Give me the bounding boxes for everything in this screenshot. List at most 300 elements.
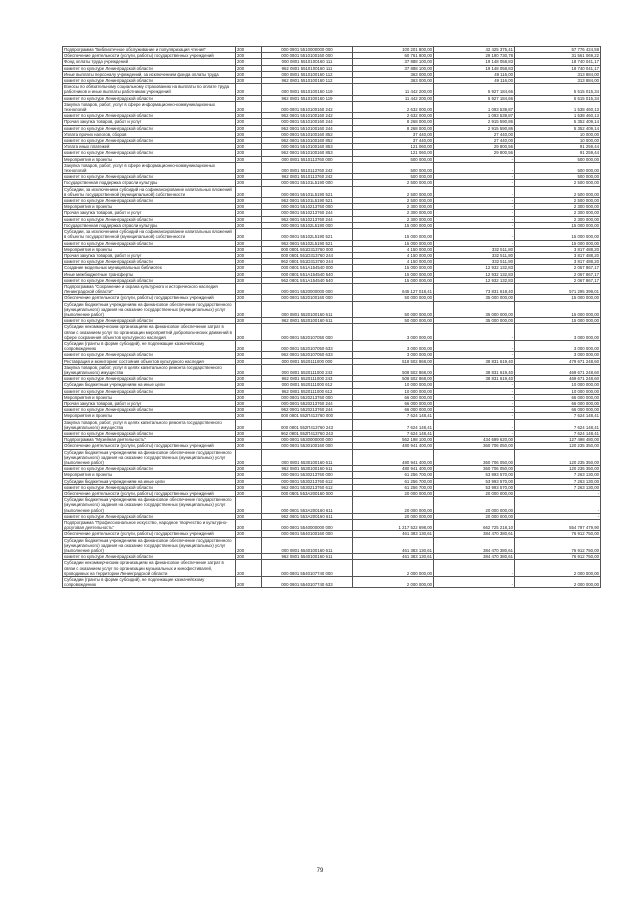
- line-code-cell: 200: [236, 162, 262, 173]
- unexecuted-amount-cell: 3 000 000,00: [515, 340, 601, 351]
- executed-amount-cell: 38 831 619,40: [434, 358, 515, 364]
- budget-code-cell: 962 0801 5510100160 852: [262, 138, 353, 144]
- line-code-cell: 200: [236, 376, 262, 382]
- row-name-cell: комитет по культуре Ленинградской области: [63, 466, 236, 472]
- row-name-cell: комитет по культуре Ленинградской области: [63, 125, 236, 131]
- unexecuted-amount-cell: 7 263 130,00: [515, 484, 601, 490]
- unexecuted-amount-cell: 469 671 248,60: [515, 376, 601, 382]
- row-name-cell: Подпрограмма "Музейная деятельность": [63, 437, 236, 443]
- line-code-cell: 200: [236, 47, 262, 53]
- budget-code-cell: 000 0801 5520213760 244: [262, 400, 353, 406]
- approved-amount-cell: 8 268 000,00: [353, 119, 434, 125]
- approved-amount-cell: 461 383 130,61: [353, 537, 434, 554]
- budget-code-cell: 000 0801 55102L5190 000: [262, 222, 353, 228]
- unexecuted-amount-cell: 3 817 488,20: [515, 259, 601, 265]
- budget-code-cell: 962 0801 5530213760 612: [262, 484, 353, 490]
- budget-code-cell: 000 0801 5510100160 244: [262, 119, 353, 125]
- row-name-cell: комитет по культуре Ленинградской области: [63, 138, 236, 144]
- executed-amount-cell: 2 915 590,86: [434, 125, 515, 131]
- budget-code-cell: 000 0801 5530100160 000: [262, 443, 353, 449]
- table-row: [63, 162, 601, 173]
- budget-code-cell: 000 0801 5510100160 000: [262, 53, 353, 59]
- budget-code-cell: 000 0801 5520100160 611: [262, 301, 353, 318]
- budget-code-cell: 962 0801 5510100160 853: [262, 150, 353, 156]
- row-name-cell: комитет по культуре Ленинградской области: [63, 554, 236, 560]
- executed-amount-cell: 360 706 050,00: [434, 443, 515, 449]
- approved-amount-cell: 10 000 000,00: [353, 382, 434, 388]
- budget-code-cell: 962 0801 5540100160 611: [262, 554, 353, 560]
- approved-amount-cell: 562 198 100,00: [353, 437, 434, 443]
- unexecuted-amount-cell: 3 000 000,00: [515, 352, 601, 358]
- budget-code-cell: 000 0801 5520107050 000: [262, 324, 353, 341]
- approved-amount-cell: 461 383 130,61: [353, 554, 434, 560]
- unexecuted-amount-cell: 15 000 000,00: [515, 301, 601, 318]
- executed-amount-cell: 38 831 619,40: [434, 376, 515, 382]
- approved-amount-cell: 2 632 000,00: [353, 113, 434, 119]
- row-name-cell: Субсидии, за исключением субсидий на софинансирование капитальных вложений в объекты государственной (муниципальной) собственности: [63, 229, 236, 240]
- unexecuted-amount-cell: 2 067 867,17: [515, 265, 601, 271]
- executed-amount-cell: 35 000 000,00: [434, 301, 515, 318]
- line-code-cell: 200: [236, 520, 262, 531]
- executed-amount-cell: -: [434, 394, 515, 400]
- line-code-cell: 200: [236, 259, 262, 265]
- row-name-cell: комитет по культуре Ленинградской области: [63, 352, 236, 358]
- row-name-cell: комитет по культуре Ленинградской области: [63, 150, 236, 156]
- executed-amount-cell: -: [434, 186, 515, 197]
- executed-amount-cell: 27 440,00: [434, 138, 515, 144]
- approved-amount-cell: 2 632 000,00: [353, 101, 434, 112]
- executed-amount-cell: 384 470 380,61: [434, 554, 515, 560]
- approved-amount-cell: 121 060,00: [353, 144, 434, 150]
- line-code-cell: 200: [236, 210, 262, 216]
- row-name-cell: комитет по культуре Ленинградской области: [63, 95, 236, 101]
- approved-amount-cell: 3 000 000,00: [353, 352, 434, 358]
- row-name-cell: Закупка товаров, работ, услуг в сфере информационно-коммуникационных технологий: [63, 162, 236, 173]
- unexecuted-amount-cell: 7 263 130,00: [515, 478, 601, 484]
- line-code-cell: 200: [236, 131, 262, 137]
- unexecuted-amount-cell: 120 235 350,00: [515, 449, 601, 466]
- budget-code-cell: 000 0801 5530000000 000: [262, 437, 353, 443]
- row-name-cell: Подпрограмма "Сохранение и охрана культурного и исторического наследия Ленинградской области": [63, 283, 236, 294]
- approved-amount-cell: 10 000 000,00: [353, 388, 434, 394]
- executed-amount-cell: -: [434, 431, 515, 437]
- table-row: [63, 497, 601, 514]
- executed-amount-cell: 332 511,80: [434, 252, 515, 258]
- executed-amount-cell: -: [434, 222, 515, 228]
- budget-code-cell: 000 0801 5510100160 111: [262, 59, 353, 65]
- executed-amount-cell: 73 831 618,40: [434, 283, 515, 294]
- executed-amount-cell: 1 093 539,87: [434, 101, 515, 112]
- approved-amount-cell: 500 000,00: [353, 174, 434, 180]
- approved-amount-cell: 100 201 800,00: [353, 47, 434, 53]
- executed-amount-cell: -: [434, 400, 515, 406]
- row-name-cell: комитет по культуре Ленинградской области: [63, 277, 236, 283]
- line-code-cell: 200: [236, 216, 262, 222]
- line-code-cell: 200: [236, 382, 262, 388]
- row-name-cell: Субсидии некоммерческим организациям на финансовое обеспечение затрат в связи с оказанием услуг по организации мероприятий добровольческих движений в сфере сохранения объектов культурного наследия: [63, 324, 236, 341]
- line-code-cell: 200: [236, 138, 262, 144]
- row-name-cell: Уплата прочих налогов, сборов: [63, 131, 236, 137]
- budget-code-cell: 962 0801 5510100160 119: [262, 95, 353, 101]
- budget-code-cell: 000 0801 552П413760 243: [262, 419, 353, 430]
- budget-code-cell: 962 0801 55102L5190 521: [262, 240, 353, 246]
- line-code-cell: 200: [236, 407, 262, 413]
- budget-code-cell: 000 0801 5510113760 242: [262, 162, 353, 173]
- row-name-cell: комитет по культуре Ленинградской области: [63, 431, 236, 437]
- approved-amount-cell: 7 624 148,41: [353, 419, 434, 430]
- budget-code-cell: 000 0801 5510213760 000: [262, 204, 353, 210]
- executed-amount-cell: 20 000 000,00: [434, 513, 515, 519]
- unexecuted-amount-cell: 7 624 148,41: [515, 431, 601, 437]
- budget-code-cell: 000 0801 55101L5190 000: [262, 180, 353, 186]
- executed-amount-cell: 53 993 570,00: [434, 472, 515, 478]
- unexecuted-amount-cell: 91 259,44: [515, 150, 601, 156]
- row-name-cell: комитет по культуре Ленинградской области: [63, 216, 236, 222]
- unexecuted-amount-cell: 479 671 248,60: [515, 358, 601, 364]
- approved-amount-cell: 461 383 130,61: [353, 531, 434, 537]
- table-row: [63, 577, 601, 588]
- line-code-cell: 200: [236, 301, 262, 318]
- line-code-cell: 200: [236, 388, 262, 394]
- budget-code-cell: 962 0801 5520111000 243: [262, 376, 353, 382]
- executed-amount-cell: 384 470 380,61: [434, 531, 515, 537]
- row-name-cell: Иные выплаты персоналу учреждений, за исключением фонда оплаты труда: [63, 71, 236, 77]
- executed-amount-cell: -: [434, 198, 515, 204]
- unexecuted-amount-cell: 554 797 479,90: [515, 520, 601, 531]
- approved-amount-cell: 518 502 868,00: [353, 358, 434, 364]
- budget-code-cell: 962 0801 5520111000 612: [262, 388, 353, 394]
- budget-code-cell: 000 0801 5530100160 611: [262, 449, 353, 466]
- approved-amount-cell: 7 624 148,41: [353, 413, 434, 419]
- unexecuted-amount-cell: 2 300 000,00: [515, 210, 601, 216]
- line-code-cell: 200: [236, 246, 262, 252]
- executed-amount-cell: -: [434, 340, 515, 351]
- table-row: [63, 364, 601, 375]
- budget-code-cell: 000 0801 5520111000 612: [262, 382, 353, 388]
- table-row: [63, 520, 601, 531]
- line-code-cell: 200: [236, 554, 262, 560]
- row-name-cell: Подпрограмма "Профессиональное искусство, народное творчество и культурно-досуговая деятельность": [63, 520, 236, 531]
- line-code-cell: 200: [236, 283, 262, 294]
- row-name-cell: Субсидии бюджетным учреждениям на финансовое обеспечение государственного (муниципального) задания на оказание государственных (муниципальных) услуг (выполнение работ): [63, 301, 236, 318]
- approved-amount-cell: 37 440,00: [353, 131, 434, 137]
- line-code-cell: 200: [236, 340, 262, 351]
- executed-amount-cell: 49 116,00: [434, 78, 515, 84]
- executed-amount-cell: 12 932 132,83: [434, 265, 515, 271]
- row-name-cell: Мероприятия и проекты: [63, 246, 236, 252]
- approved-amount-cell: 66 000 000,00: [353, 400, 434, 406]
- unexecuted-amount-cell: 2 300 000,00: [515, 204, 601, 210]
- approved-amount-cell: 61 256 700,00: [353, 478, 434, 484]
- budget-code-cell: 000 0801 5520111000 243: [262, 364, 353, 375]
- row-name-cell: Создание модельных муниципальных библиотек: [63, 265, 236, 271]
- line-code-cell: 200: [236, 358, 262, 364]
- line-code-cell: 200: [236, 222, 262, 228]
- unexecuted-amount-cell: 76 912 750,00: [515, 531, 601, 537]
- row-name-cell: Взносы по обязательному социальному страхованию на выплаты по оплате труда работников и иные выплаты работникам учреждений: [63, 84, 236, 95]
- executed-amount-cell: 360 706 050,00: [434, 449, 515, 466]
- line-code-cell: 200: [236, 531, 262, 537]
- budget-code-cell: 000 0801 55102L5190 521: [262, 229, 353, 240]
- budget-code-cell: 962 0801 551D313760 244: [262, 259, 353, 265]
- unexecuted-amount-cell: 10 000,00: [515, 131, 601, 137]
- line-code-cell: 200: [236, 295, 262, 301]
- unexecuted-amount-cell: 5 515 015,34: [515, 95, 601, 101]
- line-code-cell: 200: [236, 400, 262, 406]
- approved-amount-cell: 15 000 000,00: [353, 240, 434, 246]
- budget-code-cell: 000 0801 552П413760 000: [262, 413, 353, 419]
- budget-code-cell: 000 0801 553A200160 611: [262, 497, 353, 514]
- line-code-cell: 200: [236, 484, 262, 490]
- approved-amount-cell: 20 000 000,00: [353, 491, 434, 497]
- unexecuted-amount-cell: 18 740 041,17: [515, 65, 601, 71]
- approved-amount-cell: 7 624 148,41: [353, 431, 434, 437]
- table-row: [63, 560, 601, 577]
- executed-amount-cell: 35 000 000,00: [434, 295, 515, 301]
- executed-amount-cell: 360 706 050,00: [434, 466, 515, 472]
- approved-amount-cell: 4 150 000,00: [353, 246, 434, 252]
- line-code-cell: 200: [236, 252, 262, 258]
- executed-amount-cell: -: [434, 240, 515, 246]
- row-name-cell: комитет по культуре Ленинградской области: [63, 318, 236, 324]
- row-name-cell: Фонд оплаты труда учреждений: [63, 59, 236, 65]
- line-code-cell: 200: [236, 318, 262, 324]
- approved-amount-cell: 363 000,00: [353, 71, 434, 77]
- budget-code-cell: 000 0801 5510213760 244: [262, 210, 353, 216]
- row-name-cell: комитет по культуре Ленинградской области: [63, 376, 236, 382]
- row-name-cell: Обеспечение деятельности (услуги, работы) государственных учреждений: [63, 53, 236, 59]
- unexecuted-amount-cell: 120 235 350,00: [515, 466, 601, 472]
- approved-amount-cell: 2 500 000,00: [353, 198, 434, 204]
- row-name-cell: Прочая закупка товаров, работ и услуг: [63, 252, 236, 258]
- approved-amount-cell: 500 000,00: [353, 156, 434, 162]
- executed-amount-cell: 2 915 590,86: [434, 119, 515, 125]
- approved-amount-cell: 60 761 800,00: [353, 53, 434, 59]
- table-row: [63, 340, 601, 351]
- executed-amount-cell: -: [434, 413, 515, 419]
- unexecuted-amount-cell: 3 817 488,20: [515, 246, 601, 252]
- row-name-cell: Прочая закупка товаров, работ и услуг: [63, 119, 236, 125]
- executed-amount-cell: -: [434, 382, 515, 388]
- approved-amount-cell: 15 000 000,00: [353, 265, 434, 271]
- approved-amount-cell: 61 256 700,00: [353, 472, 434, 478]
- budget-code-cell: 962 0801 5510113760 242: [262, 174, 353, 180]
- executed-amount-cell: 5 927 184,66: [434, 95, 515, 101]
- unexecuted-amount-cell: 18 740 041,17: [515, 59, 601, 65]
- unexecuted-amount-cell: 10 000,00: [515, 138, 601, 144]
- row-name-cell: Государственная поддержка отрасли культуры: [63, 222, 236, 228]
- page-number: 79: [316, 868, 324, 874]
- unexecuted-amount-cell: 7 263 130,00: [515, 472, 601, 478]
- table-row: [63, 449, 601, 466]
- approved-amount-cell: 2 300 000,00: [353, 216, 434, 222]
- line-code-cell: 200: [236, 71, 262, 77]
- budget-code-cell: 000 0801 5540100160 611: [262, 537, 353, 554]
- row-name-cell: Субсидии бюджетным учреждениям на финансовое обеспечение государственного (муниципального) задания на оказание государственных (муниципальных) услуг (выполнение работ): [63, 537, 236, 554]
- budget-code-cell: 000 0801 55101L5190 521: [262, 186, 353, 197]
- row-name-cell: комитет по культуре Ленинградской области: [63, 259, 236, 265]
- row-name-cell: Закупка товаров, работ, услуг в целях капитального ремонта государственного (муниципального) имущества: [63, 364, 236, 375]
- budget-code-cell: 000 0801 551A154540 540: [262, 271, 353, 277]
- line-code-cell: 200: [236, 394, 262, 400]
- unexecuted-amount-cell: 3 000 000,00: [515, 324, 601, 341]
- row-name-cell: Обеспечение деятельности (услуги, работы) государственных учреждений: [63, 531, 236, 537]
- unexecuted-amount-cell: 66 000 000,00: [515, 394, 601, 400]
- budget-code-cell: 000 0801 5530213760 000: [262, 472, 353, 478]
- line-code-cell: 200: [236, 150, 262, 156]
- unexecuted-amount-cell: 31 561 069,22: [515, 53, 601, 59]
- budget-code-cell: 962 0801 5510100160 244: [262, 125, 353, 131]
- unexecuted-amount-cell: 2 067 867,17: [515, 271, 601, 277]
- approved-amount-cell: 15 000 000,00: [353, 271, 434, 277]
- approved-amount-cell: 500 000,00: [353, 162, 434, 173]
- unexecuted-amount-cell: 15 000 000,00: [515, 229, 601, 240]
- line-code-cell: 200: [236, 497, 262, 514]
- unexecuted-amount-cell: 500 000,00: [515, 162, 601, 173]
- budget-code-cell: 962 0801 551A154540 540: [262, 277, 353, 283]
- executed-amount-cell: -: [434, 210, 515, 216]
- unexecuted-amount-cell: -: [515, 491, 601, 497]
- unexecuted-amount-cell: 1 538 460,13: [515, 101, 601, 112]
- line-code-cell: 200: [236, 472, 262, 478]
- budget-code-cell: 000 0801 5520100160 000: [262, 295, 353, 301]
- executed-amount-cell: 53 993 570,00: [434, 484, 515, 490]
- executed-amount-cell: -: [434, 324, 515, 341]
- unexecuted-amount-cell: 2 500 000,00: [515, 186, 601, 197]
- row-name-cell: комитет по культуре Ленинградской области: [63, 388, 236, 394]
- executed-amount-cell: -: [434, 156, 515, 162]
- unexecuted-amount-cell: 500 000,00: [515, 156, 601, 162]
- unexecuted-amount-cell: 91 259,44: [515, 144, 601, 150]
- line-code-cell: 200: [236, 437, 262, 443]
- unexecuted-amount-cell: -: [515, 497, 601, 514]
- approved-amount-cell: 3 000 000,00: [353, 324, 434, 341]
- unexecuted-amount-cell: 469 671 248,60: [515, 364, 601, 375]
- executed-amount-cell: 29 800,56: [434, 150, 515, 156]
- row-name-cell: Субсидии бюджетным учреждениям на финансовое обеспечение государственного (муниципального) задания на оказание государственных (муниципальных) услуг (выполнение работ): [63, 449, 236, 466]
- budget-code-cell: 000 0801 5510100160 242: [262, 101, 353, 112]
- line-code-cell: 200: [236, 119, 262, 125]
- executed-amount-cell: 1 093 539,87: [434, 113, 515, 119]
- unexecuted-amount-cell: 76 912 750,00: [515, 537, 601, 554]
- approved-amount-cell: 66 000 000,00: [353, 407, 434, 413]
- unexecuted-amount-cell: 313 884,00: [515, 71, 601, 77]
- unexecuted-amount-cell: 313 884,00: [515, 78, 601, 84]
- executed-amount-cell: -: [434, 388, 515, 394]
- table-body: [63, 47, 601, 588]
- line-code-cell: 200: [236, 125, 262, 131]
- budget-code-cell: 000 0801 551A154540 000: [262, 265, 353, 271]
- line-code-cell: 200: [236, 240, 262, 246]
- approved-amount-cell: 37 440,00: [353, 138, 434, 144]
- budget-code-cell: 000 0801 5510113760 000: [262, 156, 353, 162]
- budget-code-cell: 962 0801 55101L5190 521: [262, 198, 353, 204]
- unexecuted-amount-cell: 5 515 015,34: [515, 84, 601, 95]
- approved-amount-cell: 50 000 000,00: [353, 318, 434, 324]
- unexecuted-amount-cell: 7 624 148,41: [515, 413, 601, 419]
- unexecuted-amount-cell: 2 300 000,00: [515, 216, 601, 222]
- line-code-cell: 200: [236, 113, 262, 119]
- executed-amount-cell: -: [434, 216, 515, 222]
- approved-amount-cell: 15 000 000,00: [353, 229, 434, 240]
- approved-amount-cell: 2 300 000,00: [353, 210, 434, 216]
- line-code-cell: 200: [236, 324, 262, 341]
- budget-code-cell: 000 0801 5540107740 000: [262, 560, 353, 577]
- table-row: [63, 324, 601, 341]
- row-name-cell: комитет по культуре Ленинградской области: [63, 198, 236, 204]
- approved-amount-cell: 20 000 000,00: [353, 497, 434, 514]
- row-name-cell: Субсидии бюджетным учреждениям на финансовое обеспечение государственного (муниципального) задания на оказание государственных (муниципальных) услуг (выполнение работ): [63, 497, 236, 514]
- budget-code-cell: 000 0801 551D313760 244: [262, 252, 353, 258]
- executed-amount-cell: 19 148 058,83: [434, 59, 515, 65]
- executed-amount-cell: 332 511,80: [434, 246, 515, 252]
- budget-code-cell: 000 0801 553A200160 000: [262, 491, 353, 497]
- unexecuted-amount-cell: -: [515, 513, 601, 519]
- line-code-cell: 200: [236, 53, 262, 59]
- budget-code-cell: 962 0801 5510100160 242: [262, 113, 353, 119]
- row-name-cell: комитет по культуре Ленинградской области: [63, 65, 236, 71]
- line-code-cell: 200: [236, 513, 262, 519]
- unexecuted-amount-cell: 2 000 000,00: [515, 560, 601, 577]
- approved-amount-cell: 2 000 000,00: [353, 577, 434, 588]
- row-name-cell: комитет по культуре Ленинградской области: [63, 407, 236, 413]
- budget-code-cell: 000 0801 5510100160 119: [262, 84, 353, 95]
- executed-amount-cell: 5 927 184,66: [434, 84, 515, 95]
- unexecuted-amount-cell: 2 000 000,00: [515, 577, 601, 588]
- approved-amount-cell: 8 268 000,00: [353, 125, 434, 131]
- approved-amount-cell: 2 500 000,00: [353, 180, 434, 186]
- line-code-cell: 200: [236, 198, 262, 204]
- budget-code-cell: 962 0801 5520213760 244: [262, 407, 353, 413]
- approved-amount-cell: 2 500 000,00: [353, 186, 434, 197]
- line-code-cell: 200: [236, 186, 262, 197]
- row-name-cell: Прочая закупка товаров, работ и услуг: [63, 400, 236, 406]
- row-name-cell: комитет по культуре Ленинградской области: [63, 78, 236, 84]
- approved-amount-cell: 3 000 000,00: [353, 340, 434, 351]
- table-row: [63, 301, 601, 318]
- budget-code-cell: 000 0801 5530213760 612: [262, 478, 353, 484]
- approved-amount-cell: 645 127 018,41: [353, 283, 434, 294]
- budget-code-cell: 000 0801 551D313760 000: [262, 246, 353, 252]
- budget-code-cell: 000 0801 5520000000 000: [262, 283, 353, 294]
- line-code-cell: 200: [236, 204, 262, 210]
- executed-amount-cell: 49 116,00: [434, 71, 515, 77]
- row-name-cell: Закупка товаров, работ, услуг в сфере информационно-коммуникационных технологий: [63, 101, 236, 112]
- executed-amount-cell: -: [434, 352, 515, 358]
- line-code-cell: 200: [236, 271, 262, 277]
- table-row: [63, 84, 601, 95]
- row-name-cell: Мероприятия и проекты: [63, 204, 236, 210]
- approved-amount-cell: 2 000 000,00: [353, 560, 434, 577]
- line-code-cell: 200: [236, 431, 262, 437]
- approved-amount-cell: 480 941 400,00: [353, 449, 434, 466]
- row-name-cell: комитет по культуре Ленинградской области: [63, 113, 236, 119]
- line-code-cell: 200: [236, 229, 262, 240]
- executed-amount-cell: 19 148 058,83: [434, 65, 515, 71]
- approved-amount-cell: 508 502 868,00: [353, 376, 434, 382]
- approved-amount-cell: 4 150 000,00: [353, 259, 434, 265]
- approved-amount-cell: 15 000 000,00: [353, 222, 434, 228]
- budget-code-cell: 000 0801 5510100160 852: [262, 131, 353, 137]
- row-name-cell: комитет по культуре Ленинградской области: [63, 513, 236, 519]
- table-row: [63, 101, 601, 112]
- table-row: [63, 229, 601, 240]
- line-code-cell: 200: [236, 491, 262, 497]
- executed-amount-cell: 20 000 000,00: [434, 491, 515, 497]
- executed-amount-cell: 434 699 620,00: [434, 437, 515, 443]
- executed-amount-cell: 29 190 730,78: [434, 53, 515, 59]
- approved-amount-cell: 363 000,00: [353, 78, 434, 84]
